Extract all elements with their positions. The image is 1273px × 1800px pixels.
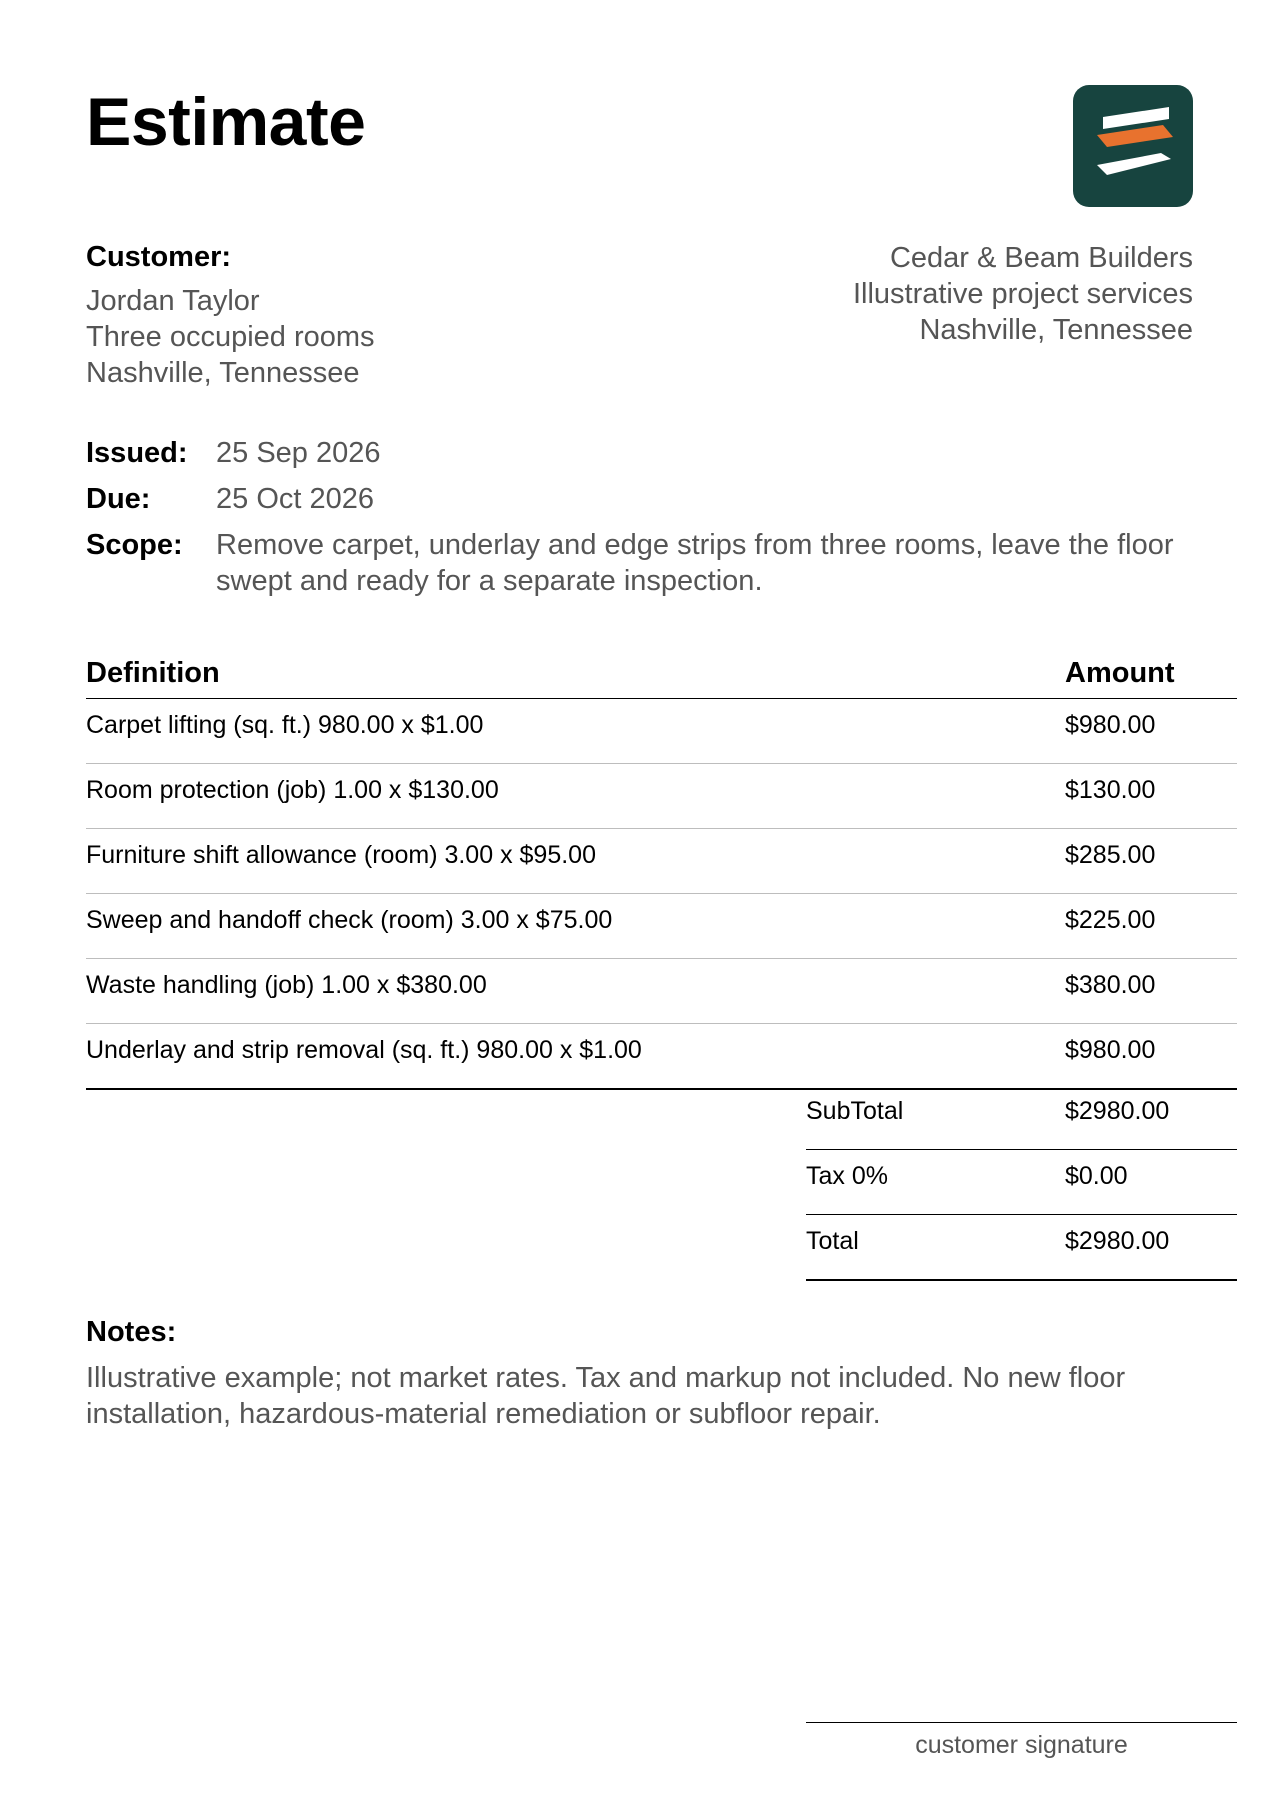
header-amount: Amount xyxy=(1065,657,1175,689)
subtotal-label: SubTotal xyxy=(806,1096,904,1125)
line-items-table xyxy=(86,655,1237,1090)
notes-text: Illustrative example; not market rates. Tax and markup not included. No new floor installation, hazardous-material remediation or subfloor repair. xyxy=(86,1361,1126,1430)
row-amount: $225.00 xyxy=(1065,905,1156,934)
row-definition: Furniture shift allowance (room) 3.00 x $95.00 xyxy=(86,840,596,869)
customer-name: Jordan Taylor xyxy=(86,284,260,317)
row-amount: $285.00 xyxy=(1065,840,1156,869)
tax-value: $0.00 xyxy=(1065,1161,1128,1190)
table-header xyxy=(86,655,1237,699)
scope-row xyxy=(86,527,1196,599)
scope-value: Remove carpet, underlay and edge strips from three rooms, leave the floor swept and ready for a separate inspection. xyxy=(216,529,1174,597)
due-row xyxy=(86,481,1196,517)
company-tagline: Illustrative project services xyxy=(852,278,1193,310)
signature-label: customer signature xyxy=(915,1731,1128,1759)
page-title: Estimate xyxy=(86,84,366,160)
issued-row xyxy=(86,435,1196,471)
table-row xyxy=(86,829,1237,894)
table-row xyxy=(86,894,1237,959)
layered-planks-logo-icon xyxy=(1073,85,1193,207)
tax-label: Tax 0% xyxy=(806,1161,888,1190)
due-label: Due: xyxy=(86,483,151,515)
notes-label: Notes: xyxy=(86,1316,177,1348)
company-logo-icon xyxy=(1073,85,1193,207)
customer-block xyxy=(86,240,375,391)
customer-line2: Three occupied rooms xyxy=(86,320,375,353)
company-block xyxy=(853,240,1193,348)
table-row xyxy=(86,764,1237,829)
row-amount: $380.00 xyxy=(1065,970,1156,999)
table-row xyxy=(86,959,1237,1024)
header-definition: Definition xyxy=(86,657,220,689)
issued-label: Issued: xyxy=(86,437,188,469)
scope-label: Scope: xyxy=(86,529,183,561)
row-definition: Sweep and handoff check (room) 3.00 x $75.00 xyxy=(86,905,613,934)
tax-row xyxy=(806,1150,1237,1215)
row-definition: Waste handling (job) 1.00 x $380.00 xyxy=(86,970,487,999)
row-definition: Underlay and strip removal (sq. ft.) 980.00 x $1.00 xyxy=(86,1035,642,1064)
customer-line3: Nashville, Tennessee xyxy=(86,356,360,389)
signature-line xyxy=(806,1722,1237,1760)
table-row xyxy=(86,1024,1237,1090)
row-definition: Room protection (job) 1.00 x $130.00 xyxy=(86,775,499,804)
row-definition: Carpet lifting (sq. ft.) 980.00 x $1.00 xyxy=(86,710,484,739)
subtotal-value: $2980.00 xyxy=(1065,1096,1170,1125)
total-row xyxy=(806,1215,1237,1281)
totals-block xyxy=(806,1085,1237,1281)
subtotal-row xyxy=(806,1085,1237,1150)
estimate-meta xyxy=(86,435,1196,609)
company-location: Nashville, Tennessee xyxy=(919,314,1193,346)
row-amount: $980.00 xyxy=(1065,1035,1156,1064)
due-value: 25 Oct 2026 xyxy=(216,483,374,515)
row-amount: $130.00 xyxy=(1065,775,1156,804)
issued-value: 25 Sep 2026 xyxy=(216,437,381,469)
total-value: $2980.00 xyxy=(1065,1226,1170,1255)
company-name: Cedar & Beam Builders xyxy=(889,242,1193,274)
total-label: Total xyxy=(806,1226,859,1255)
table-row xyxy=(86,699,1237,764)
customer-label: Customer: xyxy=(86,241,232,273)
notes-block xyxy=(86,1315,1216,1432)
row-amount: $980.00 xyxy=(1065,710,1156,739)
